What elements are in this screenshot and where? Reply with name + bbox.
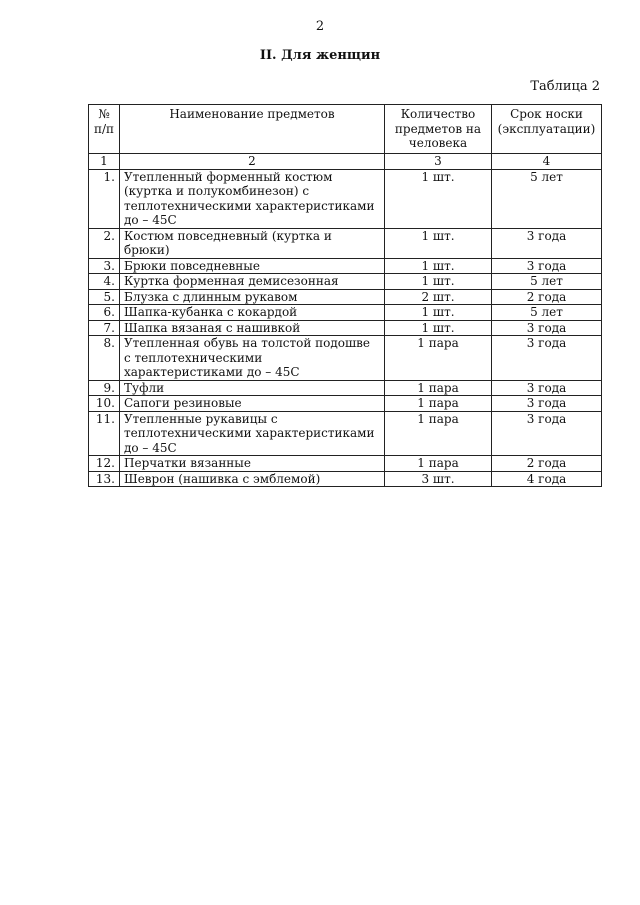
item-name: Утепленный форменный костюм (куртка и полукомбинезон) с теплотехническими характеристиками до – 45С [120,169,385,228]
item-wear-term: 3 года [492,380,602,396]
table-row [89,380,602,396]
item-wear-term: 2 года [492,456,602,472]
item-wear-term: 3 года [492,258,602,274]
item-wear-term: 5 лет [492,169,602,228]
item-quantity: 1 шт. [385,274,492,290]
item-wear-term: 3 года [492,411,602,456]
item-wear-term: 3 года [492,336,602,381]
row-number: 6. [89,305,120,321]
section-title: II. Для женщин [259,48,381,63]
row-number: 4. [89,274,120,290]
row-number: 5. [89,289,120,305]
column-number: 2 [120,154,385,170]
header-qty: Количество предметов на человека [385,105,492,154]
column-number: 4 [492,154,602,170]
column-number-row [89,154,602,170]
item-wear-term: 2 года [492,289,602,305]
row-number: 7. [89,320,120,336]
item-name: Туфли [120,380,385,396]
row-number: 2. [89,228,120,258]
item-wear-term: 3 года [492,320,602,336]
item-name: Блузка с длинным рукавом [120,289,385,305]
item-name: Куртка форменная демисезонная [120,274,385,290]
table-row [89,228,602,258]
item-wear-term: 5 лет [492,305,602,321]
item-name: Шеврон (нашивка с эмблемой) [120,471,385,487]
table-body [89,169,602,487]
table-row [89,320,602,336]
item-quantity: 1 шт. [385,320,492,336]
table-header-row [89,105,602,154]
column-number: 3 [385,154,492,170]
items-table [88,104,602,487]
item-wear-term: 3 года [492,396,602,412]
item-wear-term: 3 года [492,228,602,258]
table-row [89,471,602,487]
item-quantity: 1 пара [385,411,492,456]
column-number: 1 [89,154,120,170]
header-no: № п/п [89,105,120,154]
page-number: 2 [315,19,325,34]
item-quantity: 3 шт. [385,471,492,487]
table-row [89,396,602,412]
row-number: 3. [89,258,120,274]
row-number: 13. [89,471,120,487]
item-quantity: 1 пара [385,456,492,472]
item-name: Шапка-кубанка с кокардой [120,305,385,321]
table-row [89,169,602,228]
header-name: Наименование предметов [120,105,385,154]
item-name: Перчатки вязанные [120,456,385,472]
item-name: Утепленные рукавицы с теплотехническими характеристиками до – 45С [120,411,385,456]
item-quantity: 1 шт. [385,305,492,321]
row-number: 12. [89,456,120,472]
item-name: Утепленная обувь на толстой подошве с теплотехническими характеристиками до – 45С [120,336,385,381]
row-number: 9. [89,380,120,396]
item-wear-term: 4 года [492,471,602,487]
item-quantity: 1 шт. [385,169,492,228]
item-quantity: 1 шт. [385,228,492,258]
item-name: Шапка вязаная с нашивкой [120,320,385,336]
table-row [89,336,602,381]
item-name: Брюки повседневные [120,258,385,274]
table-row [89,258,602,274]
table-row [89,274,602,290]
row-number: 11. [89,411,120,456]
table-row [89,289,602,305]
row-number: 1. [89,169,120,228]
table-row [89,456,602,472]
item-quantity: 1 шт. [385,258,492,274]
item-name: Сапоги резиновые [120,396,385,412]
table-label: Таблица 2 [530,79,600,94]
header-term: Срок носки (эксплуатации) [492,105,602,154]
row-number: 8. [89,336,120,381]
item-wear-term: 5 лет [492,274,602,290]
item-quantity: 1 пара [385,336,492,381]
item-quantity: 1 пара [385,380,492,396]
item-quantity: 2 шт. [385,289,492,305]
item-quantity: 1 пара [385,396,492,412]
row-number: 10. [89,396,120,412]
item-name: Костюм повседневный (куртка и брюки) [120,228,385,258]
table-row [89,305,602,321]
table-row [89,411,602,456]
